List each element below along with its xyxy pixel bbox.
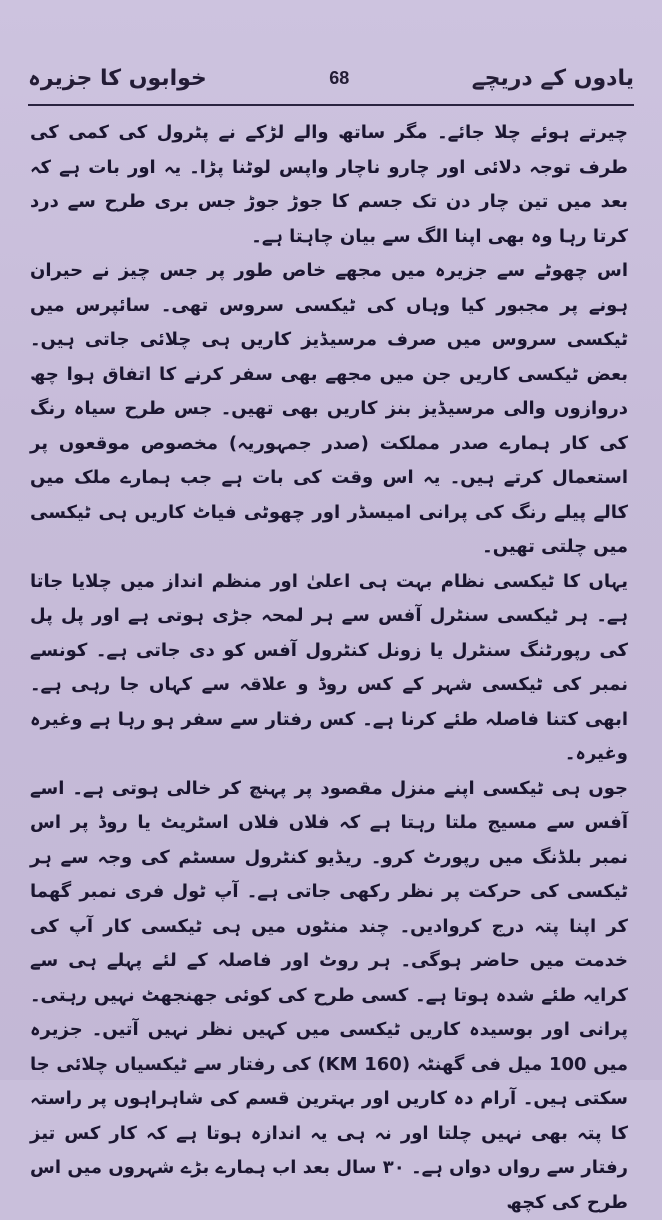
paragraph: اس چھوٹے سے جزیرہ میں مجھے خاص طور پر جس چیز نے حیران ہونے پر مجبور کیا وہاں کی ٹیکسی سروس تھی۔ سائپرس میں ٹیکسی سروس میں صرف مرسیڈیز کاریں ہی چلائی جاتی ہیں۔ بعض ٹیکسی کاریں جن میں مجھے بھی سفر کرنے کا اتفاق ہوا چھ دروازوں والی مرسیڈیز بنز کاریں بھی تھیں۔ جس طرح سیاہ رنگ کی کار ہمارے صدر مملکت (صدر جمہوریہ) مخصوص موقعوں پر استعمال کرتے ہیں۔ یہ اس وقت کی بات ہے جب ہمارے ملک میں کالے پیلے رنگ کی پرانی امیسڈر اور چھوٹی فیاٹ کاریں ہی ٹیکسی میں چلتی تھیں۔ bbox=[30, 254, 628, 565]
chapter-title: خوابوں کا جزیرہ bbox=[28, 66, 207, 91]
page-body bbox=[30, 116, 628, 1050]
paragraph: یہاں کا ٹیکسی نظام بہت ہی اعلیٰ اور منظم انداز میں چلایا جاتا ہے۔ ہر ٹیکسی سنٹرل آفس سے ہر لمحہ جڑی ہوتی ہے اور پل پل کی رپورٹنگ سنٹرل یا زونل کنٹرول آفس کو دی جاتی ہے۔ کونسے نمبر کی ٹیکسی شہر کے کس روڈ و علاقہ سے کہاں جا رہی ہے۔ ابھی کتنا فاصلہ طئے کرنا ہے۔ کس رفتار سے سفر ہو رہا ہے وغیرہ وغیرہ۔ bbox=[30, 565, 628, 772]
paragraph: جوں ہی ٹیکسی اپنے منزل مقصود پر پہنچ کر خالی ہوتی ہے۔ اسے آفس سے مسیج ملتا رہتا ہے کہ فلاں فلاں اسٹریٹ یا روڈ پر اس نمبر بلڈنگ میں رپورٹ کرو۔ ریڈیو کنٹرول سسٹم کی وجہ سے ہر ٹیکسی کی حرکت پر نظر رکھی جاتی ہے۔ آپ ٹول فری نمبر گھما کر اپنا پتہ درج کروادیں۔ چند منٹوں میں ہی ٹیکسی کار آپ کی خدمت میں حاضر ہوگی۔ ہر روٹ اور فاصلہ کے لئے پہلے ہی سے کرایہ طئے شدہ ہوتا ہے۔ کسی طرح کی کوئی جھنجھٹ نہیں رہتی۔ پرانی اور بوسیدہ کاریں ٹیکسی میں کہیں نظر نہیں آتیں۔ جزیرہ میں 100 میل فی گھنٹہ (160 KM) کی رفتار سے ٹیکسیاں چلائی جا سکتی ہیں۔ آرام دہ کاریں اور بہترین قسم کی شاہراہوں پر راستہ کا پتہ بھی نہیں چلتا اور نہ ہی یہ اندازہ ہوتا ہے کہ کار کس تیز رفتار سے رواں دواں ہے۔ ۳۰ سال بعد اب ہمارے بڑے شہروں میں اس طرح کی کچھ bbox=[30, 772, 628, 1220]
book-title: یادوں کے دریچے bbox=[472, 66, 634, 91]
page-number: 68 bbox=[329, 68, 349, 89]
page-header bbox=[28, 58, 634, 98]
paragraph: چیرتے ہوئے چلا جائے۔ مگر ساتھ والے لڑکے نے پٹرول کی کمی کی طرف توجہ دلائی اور چارو ناچار واپس لوٹنا پڑا۔ یہ اور بات ہے کہ بعد میں تین چار دن تک جسم کا جوڑ جوڑ جس بری طرح سے درد کرتا رہا وہ بھی اپنا الگ سے بیان چاہتا ہے۔ bbox=[30, 116, 628, 254]
header-rule bbox=[28, 104, 634, 106]
